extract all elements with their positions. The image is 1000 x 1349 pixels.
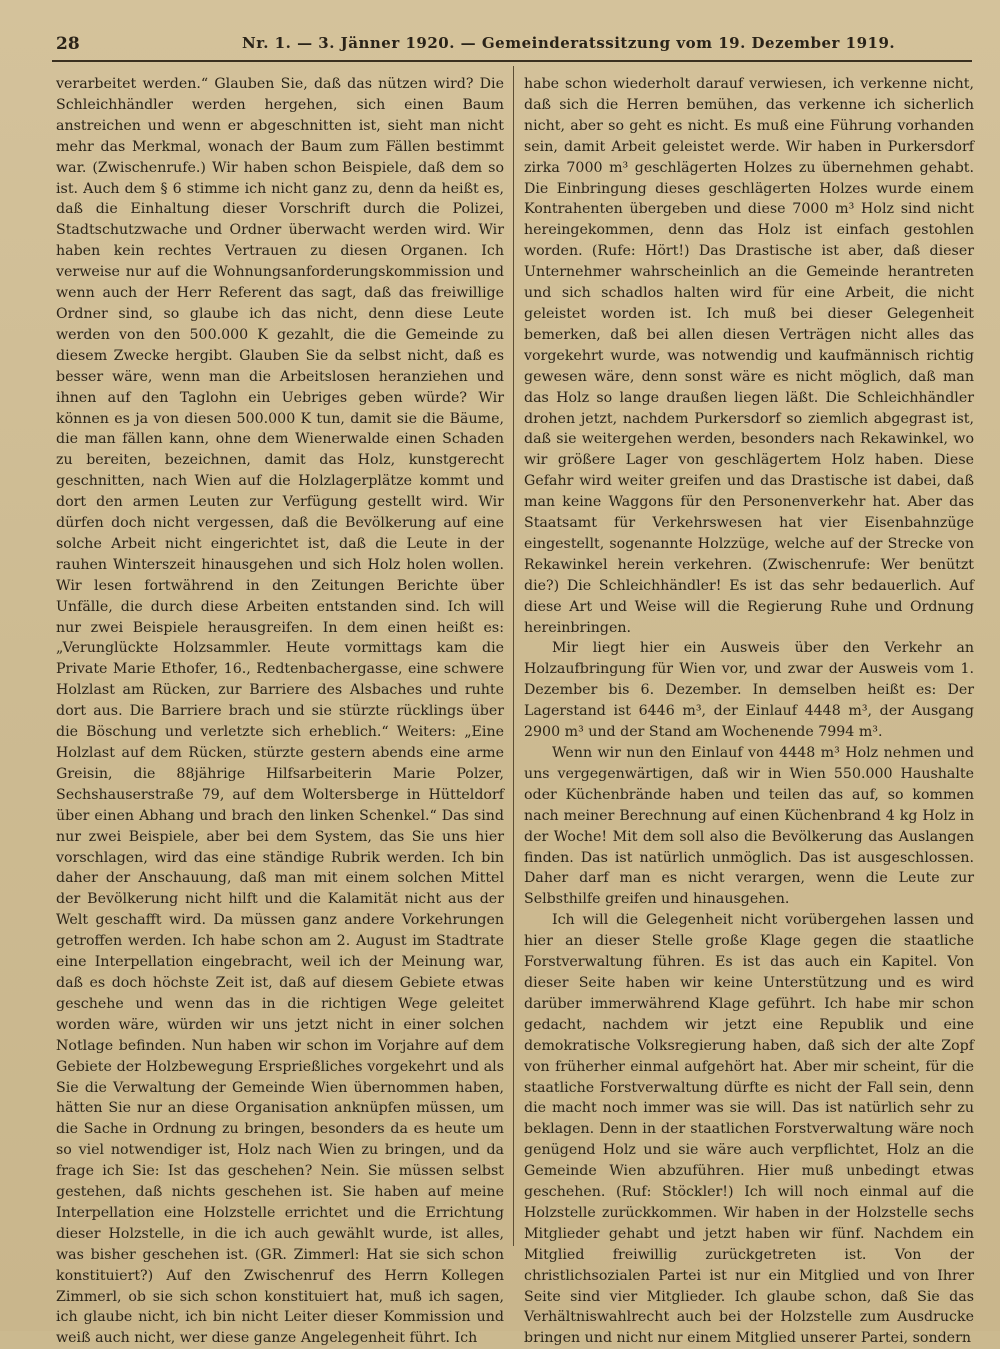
- left-column: [56, 74, 504, 1347]
- right-paragraph-4: Ich will die Gelegenheit nicht vorübergehen lassen und hier an dieser Stelle große Klage gegen die staatliche Forstverwaltung führen. Es ist das auch ein Kapitel. Von dieser Seite haben wir keine Unterstützung und es wird darüber immerwährend Klage geführt. Ich habe mir schon gedacht, nachdem wir jetzt eine Republik und eine demokratische Volksregierung haben, daß sich der alte Zopf von früherher einmal aufgehört hat. Aber mir scheint, für die staatliche Forstverwaltung dürfte es nicht der Fall sein, denn die macht noch immer was sie will. Das ist natürlich sehr zu beklagen. Denn in der staatlichen Forstverwaltung wäre noch genügend Holz und sie wäre auch verpflichtet, Holz an die Gemeinde Wien abzuführen. Hier muß unbedingt etwas geschehen. (Ruf: Stöckler!) Ich will noch einmal auf die Holzstelle zurückkommen. Wir haben in der Holzstelle sechs Mitglieder gehabt und jetzt haben wir fünf. Nachdem ein Mitglied freiwillig zurückgetreten ist. Von der christlichsozialen Partei ist nur ein Mitglied und von Ihrer Seite sind vier Mitglieder. Ich glaube schon, daß Sie das Verhältniswahlrecht auch bei der Holzstelle zum Ausdrucke bringen und nicht nur einem Mitglied unserer Partei, sondern: [524, 912, 974, 1347]
- running-head: Nr. 1. — 3. Jänner 1920. — Gemeinderatssitzung vom 19. Dezember 1919.: [242, 34, 896, 52]
- left-paragraph-1: verarbeitet werden.“ Glauben Sie, daß das nützen wird? Die Schleichhändler werden hergehen, sich einen Baum anstreichen und wenn er abgeschnitten ist, sieht man nicht mehr das Merkmal, wonach der Baum zum Fällen bestimmt war. (Zwischenrufe.) Wir haben schon Beispiele, daß dem so ist. Auch dem § 6 stimme ich nicht ganz zu, denn da heißt es, daß die Einhaltung dieser Vorschrift durch die Polizei, Stadtschutzwache und Ordner überwacht werden wird. Wir haben kein rechtes Vertrauen zu diesen Organen. Ich verweise nur auf die Wohnungsanforderungskommission und wenn auch der Herr Referent das sagt, daß das freiwillige Ordner sind, so glaube ich das nicht, denn diese Leute werden von den 500.000 K gezahlt, die die Gemeinde zu diesem Zwecke hergibt. Glauben Sie da selbst nicht, daß es besser wäre, wenn man die Arbeitslosen heranziehen und ihnen auf den Taglohn ein Uebriges geben würde? Wir können es ja von diesen 500.000 K tun, damit sie die Bäume, die man fällen kann, ohne dem Wienerwalde einen Schaden zu bereiten, bezeichnen, damit das Holz, kunstgerecht geschnitten, nach Wien auf die Holzlagerplätze kommt und dort den armen Leuten zur Verfügung gestellt wird. Wir dürfen doch nicht vergessen, daß die Bevölkerung auf eine solche Arbeit nicht eingerichtet ist, daß die Leute in der rauhen Winterszeit hinausgehen und sich Holz holen wollen. Wir lesen fortwährend in den Zeitungen Berichte über Unfälle, die durch diese Arbeiten entstanden sind. Ich will nur zwei Beispiele herausgreifen. In dem einen heißt es: „Verunglückte Holzsammler. Heute vormittags kam die Private Marie Ethofer, 16., Redtenbachergasse, eine schwere Holzlast am Rücken, zur Barriere des Alsbaches und ruhte dort aus. Die Barriere brach und sie stürzte rücklings über die Böschung und verletzte sich erheblich.“ Weiters: „Eine Holzlast auf dem Rücken, stürzte gestern abends eine arme Greisin, die 88jährige Hilfsarbeiterin Marie Polzer, Sechshauserstraße 79, auf dem Woltersberge in Hütteldorf über einen Abhang und brach den linken Schenkel.“ Das sind nur zwei Beispiele, aber bei dem System, das Sie uns hier vorschlagen, wird das eine ständige Rubrik werden. Ich bin daher der Anschauung, daß man mit einem solchen Mittel der Bevölkerung nicht hilft und die Kalamität nicht aus der Welt geschafft wird. Da müssen ganz andere Vorkehrungen getroffen werden. Ich habe schon am 2. August im Stadtrate eine Interpellation eingebracht, weil ich der Meinung war, daß es doch höchste Zeit ist, daß auf diesem Gebiete etwas geschehe und wenn das in die richtigen Wege geleitet worden wäre, würden wir uns jetzt nicht in einer solchen Notlage befinden. Nun haben wir schon im Vorjahre auf dem Gebiete der Holzbewegung Ersprießliches vorgekehrt und als Sie die Verwaltung der Gemeinde Wien übernommen haben, hätten Sie nur an diese Organisation anknüpfen müssen, um die Sache in Ordnung zu bringen, besonders da es heute um so viel notwendiger ist, Holz nach Wien zu bringen, und da frage ich Sie: Ist das geschehen? Nein. Sie müssen selbst gestehen, daß nichts geschehen ist. Sie haben auf meine Interpellation eine Holzstelle errichtet und die Errichtung dieser Holzstelle, in die ich auch gewählt wurde, ist alles, was bisher geschehen ist. (GR. Zimmerl: Hat sie sich schon konstituiert?) Auf den Zwischenruf des Herrn Kollegen Zimmerl, ob sie sich schon konstituiert hat, muß ich sagen, ich glaube nicht, ich bin nicht Leiter dieser Kommission und weiß auch nicht, wer diese ganze Angelegenheit führt. Ich: [56, 76, 504, 1347]
- page-header: [52, 30, 956, 56]
- right-paragraph-1: habe schon wiederholt darauf verwiesen, ich verkenne nicht, daß sich die Herren bemühen, das verkenne ich sicherlich nicht, aber so geht es nicht. Es muß eine Führung vorhanden sein, damit Arbeit geleistet werde. Wir haben in Purkersdorf zirka 7000 m³ geschlägerten Holzes zu übernehmen gehabt. Die Einbringung dieses geschlägerten Holzes wurde einem Kontrahenten übergeben und diese 7000 m³ Holz sind nicht hereingekommen, denn das Holz ist einfach gestohlen worden. (Rufe: Hört!) Das Drastische ist aber, daß dieser Unternehmer wahrscheinlich an die Gemeinde herantreten und sich schadlos halten wird für eine Arbeit, die nicht geleistet worden ist. Ich muß bei dieser Gelegenheit bemerken, daß bei allen diesen Verträgen nicht alles das vorgekehrt wurde, was notwendig und kaufmännisch richtig gewesen wäre, denn sonst wäre es nicht möglich, daß man das Holz so lange draußen liegen läßt. Die Schleichhändler drohen jetzt, nachdem Purkersdorf so ziemlich abgegrast ist, daß sie weitergehen werden, besonders nach Rekawinkel, wo wir größere Lager von geschlägertem Holz haben. Diese Gefahr wird weiter greifen und das Drastische ist dabei, daß man keine Waggons für den Personenverkehr hat. Aber das Staatsamt für Verkehrswesen hat vier Eisenbahnzüge eingestellt, sogenannte Holzzüge, welche auf der Strecke von Rekawinkel herein verkehren. (Zwischenrufe: Wer benützt die?) Die Schleichhändler! Es ist das sehr bedauerlich. Auf diese Art und Weise will die Regierung Ruhe und Ordnung hereinbringen.: [524, 76, 974, 636]
- right-column: [524, 74, 974, 1347]
- column-divider: [513, 66, 514, 1246]
- header-rule: [52, 60, 972, 62]
- right-paragraph-2: Mir liegt hier ein Ausweis über den Verkehr an Holzaufbringung für Wien vor, und zwar der Ausweis vom 1. Dezember bis 6. Dezember. In demselben heißt es: Der Lagerstand ist 6446 m³, der Einlauf 4448 m³, der Ausgang 2900 m³ und der Stand am Wochenende 7994 m³.: [524, 640, 974, 741]
- page-number: 28: [56, 34, 80, 54]
- right-paragraph-3: Wenn wir nun den Einlauf von 4448 m³ Holz nehmen und uns vergegenwärtigen, daß wir in Wien 550.000 Haushalte oder Küchenbrände haben und teilen das auf, so kommen nach meiner Berechnung auf einen Küchenbrand 4 kg Holz in der Woche! Mit dem soll also die Bevölkerung das Auslangen finden. Das ist natürlich unmöglich. Das ist ausgeschlossen. Daher darf man es nicht verargen, wenn die Leute zur Selbsthilfe greifen und hinausgehen.: [524, 745, 974, 908]
